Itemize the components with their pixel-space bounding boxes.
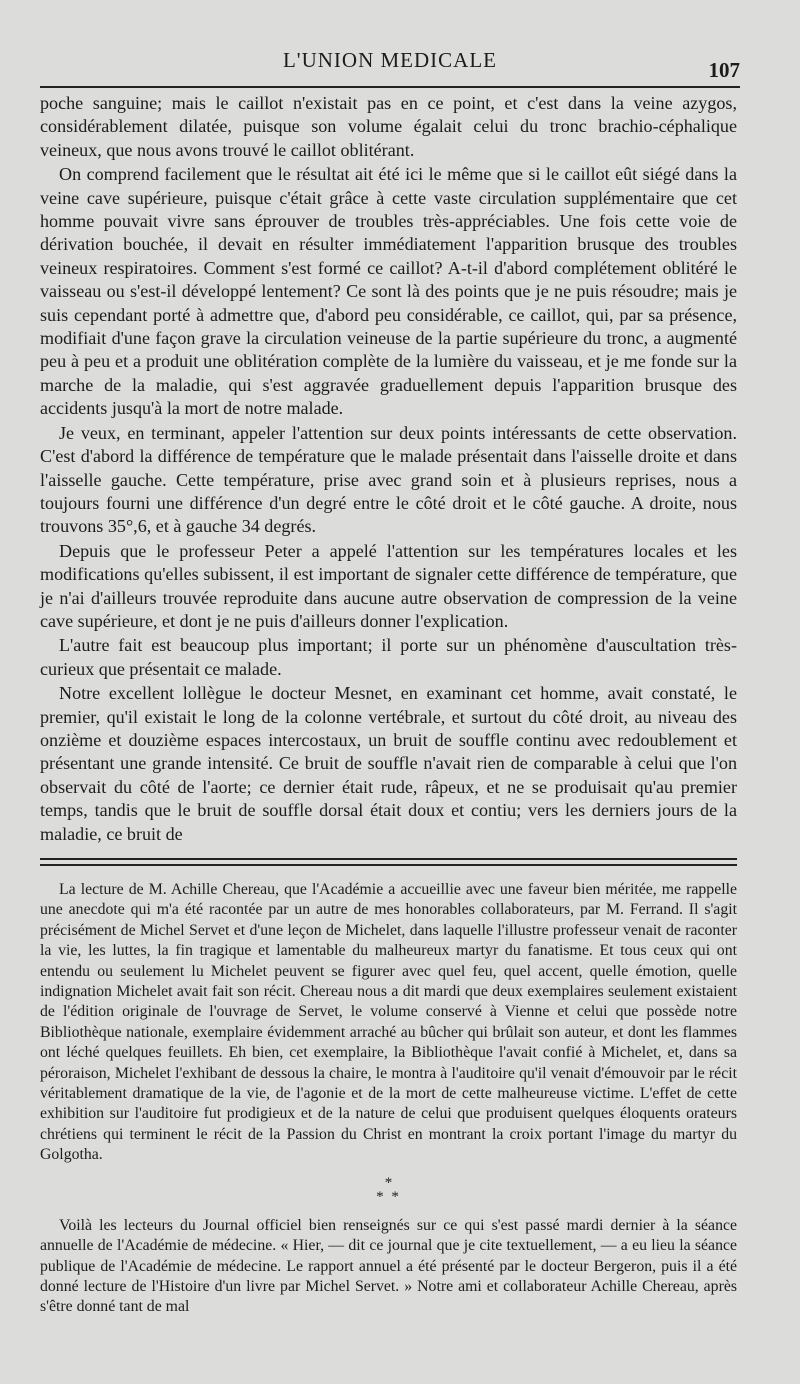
main-text xyxy=(40,92,737,846)
feuilleton-divider xyxy=(40,858,737,866)
header-rule xyxy=(40,86,740,88)
asterism-bottom: * * xyxy=(376,1188,401,1205)
paragraph: L'autre fait est beaucoup plus important; il porte sur un phénomène d'auscultation très-curieux que présentait ce malade. xyxy=(40,635,737,679)
feuilleton-paragraph: La lecture de M. Achille Chereau, que l'Académie a accueillie avec une faveur bien méritée, me rappelle une anecdote qui m'a été racontée par un autre de mes honorables collaborateurs, par M. Ferrand. Il s'agit précisément de Michel Servet et d'une leçon de Michelet, dans laquelle l'illustre professeur venait de raconter la vie, les luttes, la fin tragique et lamentable du malheureux martyr du fanatisme. Et tous ceux qui ont entendu ou seulement lu Michelet peuvent se figurer avec quel feu, quel accent, quelle émotion, quelle indignation Michelet avait fait son récit. Chereau nous a dit mardi que deux exemplaires seulement existaient de l'édition originale de l'ouvrage de Servet, le volume conservé à Vienne et celui que possède notre Bibliothèque nationale, exemplaire évidemment arraché au bûcher qui brûlait son auteur, et dont les flammes ont léché quelques feuillets. Eh bien, cet exemplaire, la Bibliothèque l'avait confié à Michelet, et, dans sa péroraison, Michelet l'exhibant de dessous la chaire, le montra à l'auditoire qu'il venait d'émouvoir par le récit véritablement dramatique de la vie, de l'agonie et de la mort de cette malheureuse victime. L'effet de cette exhibition sur l'auditoire fut prodigieux et de la nature de celui que produisent quelques éloquents orateurs chrétiens qui terminent le récit de la Passion du Christ en montrant la croix portant l'image du martyr du Golgotha. xyxy=(40,881,737,1164)
page-header xyxy=(40,48,740,88)
paragraph: On comprend facilement que le résultat ait été ici le même que si le caillot eût siégé dans la veine cave supérieure, puisque c'était grâce à cette vaste circulation supplémentaire que cet homme pouvait vivre sans éprouver de troubles très-appréciables. Une fois cette voie de dérivation bouchée, il devait en résulter immédiatement l'apparition brusque des troubles veineux respiratoires. Comment s'est formé ce caillot? A-t-il d'abord complétement oblitéré le vaisseau ou s'est-il développé lentement? Ce sont là des points que je ne puis résoudre; mais je suis cependant porté à admettre que, d'abord peu considérable, ce caillot, qui, par sa présence, modifiait d'une façon grave la circulation veineuse de la partie supérieure du tronc, a augmenté peu à peu et a produit une oblitération complète de la lumière du vaisseau, et je me fonde sur la marche de la maladie, qui s'est aggravée graduellement depuis l'apparition brusque des accidents jusqu'à la mort de notre malade. xyxy=(40,164,737,419)
feuilleton-section xyxy=(40,880,737,1318)
feuilleton-paragraph: Voilà les lecteurs du Journal officiel bien renseignés sur ce qui s'est passé mardi dernier à la séance annuelle de l'Académie de médecine. « Hier, — dit ce journal que je cite textuellement, — a eu lieu la séance publique de l'Académie de médecine. Le rapport annuel a été présenté par le docteur Bergeron, puis il a été donné lecture de l'Histoire d'un livre par Michel Servet. » Notre ami et collaborateur Achille Chereau, après s'être donné tant de mal xyxy=(40,1216,737,1316)
paragraph: Notre excellent lollègue le docteur Mesnet, en examinant cet homme, avait constaté, le premier, qu'il existait le long de la colonne vertébrale, et surtout du côté droit, au niveau des onzième et douzième espaces intercostaux, un bruit de souffle continu avec redoublement et présentant une grande intensité. Ce bruit de souffle n'avait rien de comparable à celui que l'on observait du côté de l'aorte; ce dernier était rude, râpeux, et ne se produisait qu'au premier temps, tandis que le bruit de souffle dorsal était doux et contiu; vers les derniers jours de la maladie, ce bruit de xyxy=(40,683,737,844)
paragraph: Je veux, en terminant, appeler l'attention sur deux points intéressants de cette observation. C'est d'abord la différence de température que le malade présentait dans l'aisselle droite et dans l'aisselle gauche. Cette température, prise avec grand soin et à plusieurs reprises, nous a toujours fourni une différence d'un degré entre le côté droit et le côté gauche. A droite, nous trouvons 35°,6, et à gauche 34 degrés. xyxy=(40,422,737,537)
paragraph: poche sanguine; mais le caillot n'existait pas en ce point, et c'est dans la veine azygos, considérablement dilatée, puisque son volume égalait celui du tronc brachio-céphalique veineux, que nous avons trouvé le caillot oblitérant. xyxy=(40,93,737,160)
asterism-separator xyxy=(40,1176,737,1204)
page-number: 107 xyxy=(708,58,740,82)
asterism-top: * xyxy=(384,1174,393,1191)
running-title: L'UNION MEDICALE xyxy=(282,48,497,72)
paragraph: Depuis que le professeur Peter a appelé l'attention sur les températures locales et les modifications qu'elles subissent, il est important de signaler cette différence de température, que je n'ai d'ailleurs trouvée reproduite dans aucune autre observation de compression de la veine cave supérieure, et dont je ne puis d'ailleurs donner l'explication. xyxy=(40,540,737,631)
